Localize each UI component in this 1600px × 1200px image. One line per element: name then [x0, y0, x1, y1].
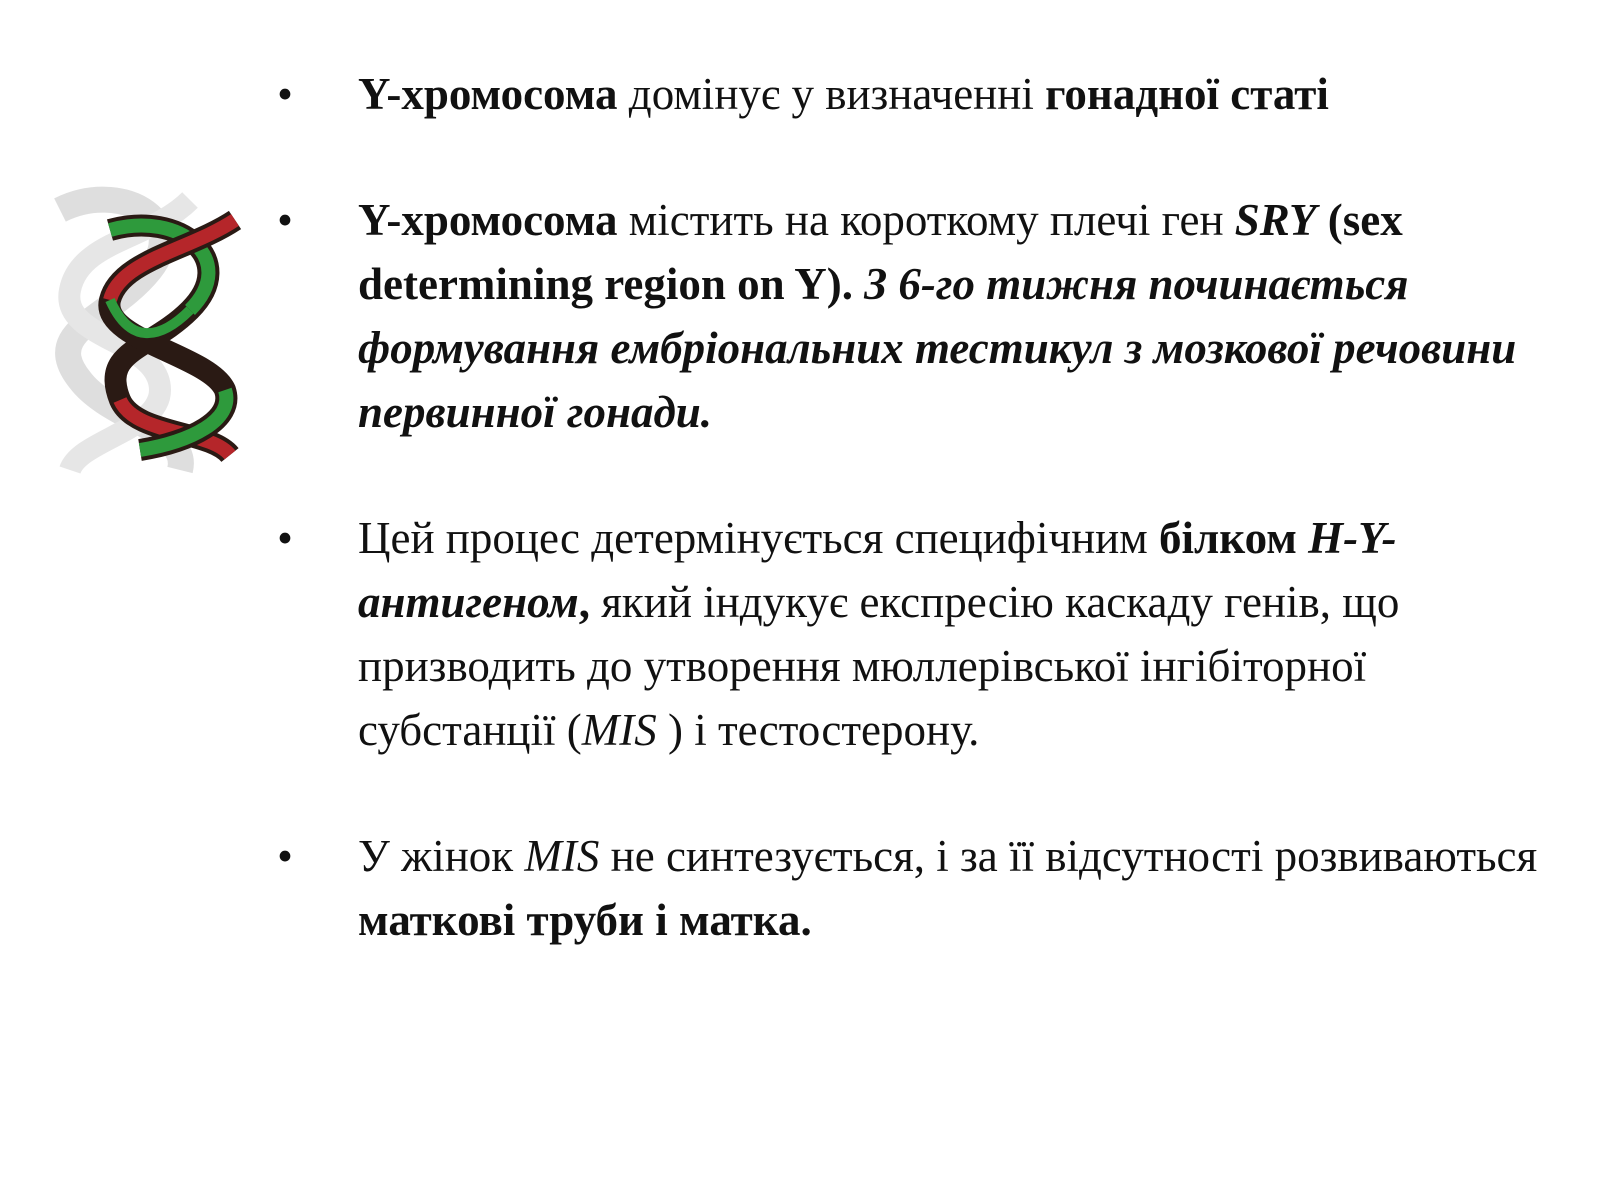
- bullet-symbol: •: [277, 513, 293, 563]
- bullet-3-antigen: H-Y-антигеном: [358, 513, 1397, 627]
- bullet-symbol: •: [277, 69, 293, 119]
- bullet-item-1: [270, 62, 1570, 126]
- bullet-3-comma: ,: [578, 577, 590, 627]
- bullet-2-text: містить на короткому плечі ген: [617, 195, 1235, 245]
- bullet-3-text-1: Цей процес детермінується специфічним: [358, 513, 1159, 563]
- bullet-2-bold-italic: З 6-го тижня починається формування ембріональних тестикул з мозкової речовини первинної гонади.: [358, 259, 1517, 437]
- bullet-3-mis: MIS: [581, 705, 657, 755]
- bullet-4-text-2: не синтезується, і за її відсутності розвиваються: [599, 831, 1538, 881]
- bullet-symbol: •: [277, 831, 293, 881]
- bullet-item-3: [270, 506, 1570, 762]
- bullet-symbol: •: [277, 195, 293, 245]
- bullet-2-bold: Y-хромосома: [358, 195, 618, 245]
- dna-strands: [109, 220, 235, 455]
- bullet-2-expansion: (sex determining region on Y).: [358, 195, 1403, 309]
- bullet-3-bold: білком: [1158, 513, 1309, 563]
- bullet-3-text-2: який індукує експресію каскаду генів, що призводить до утворення мюллерівської інгібіторної субстанції (: [358, 577, 1400, 755]
- bullet-item-4: [270, 824, 1570, 952]
- dna-helix-icon: [40, 180, 260, 480]
- bullet-list: [270, 62, 1570, 1014]
- bullet-1-text: домінує у визначенні: [617, 69, 1046, 119]
- bullet-3-text-3: ) і тестостерону.: [656, 705, 980, 755]
- bullet-1-bold: Y-хромосома: [358, 69, 618, 119]
- bullet-4-mis: MIS: [524, 831, 600, 881]
- bullet-4-text-1: У жінок: [358, 831, 525, 881]
- bullet-item-2: [270, 188, 1570, 444]
- bullet-2-gene: SRY: [1234, 195, 1317, 245]
- bullet-4-bold: маткові труби і матка.: [358, 895, 812, 945]
- bullet-1-bold-2: гонадної статі: [1045, 69, 1329, 119]
